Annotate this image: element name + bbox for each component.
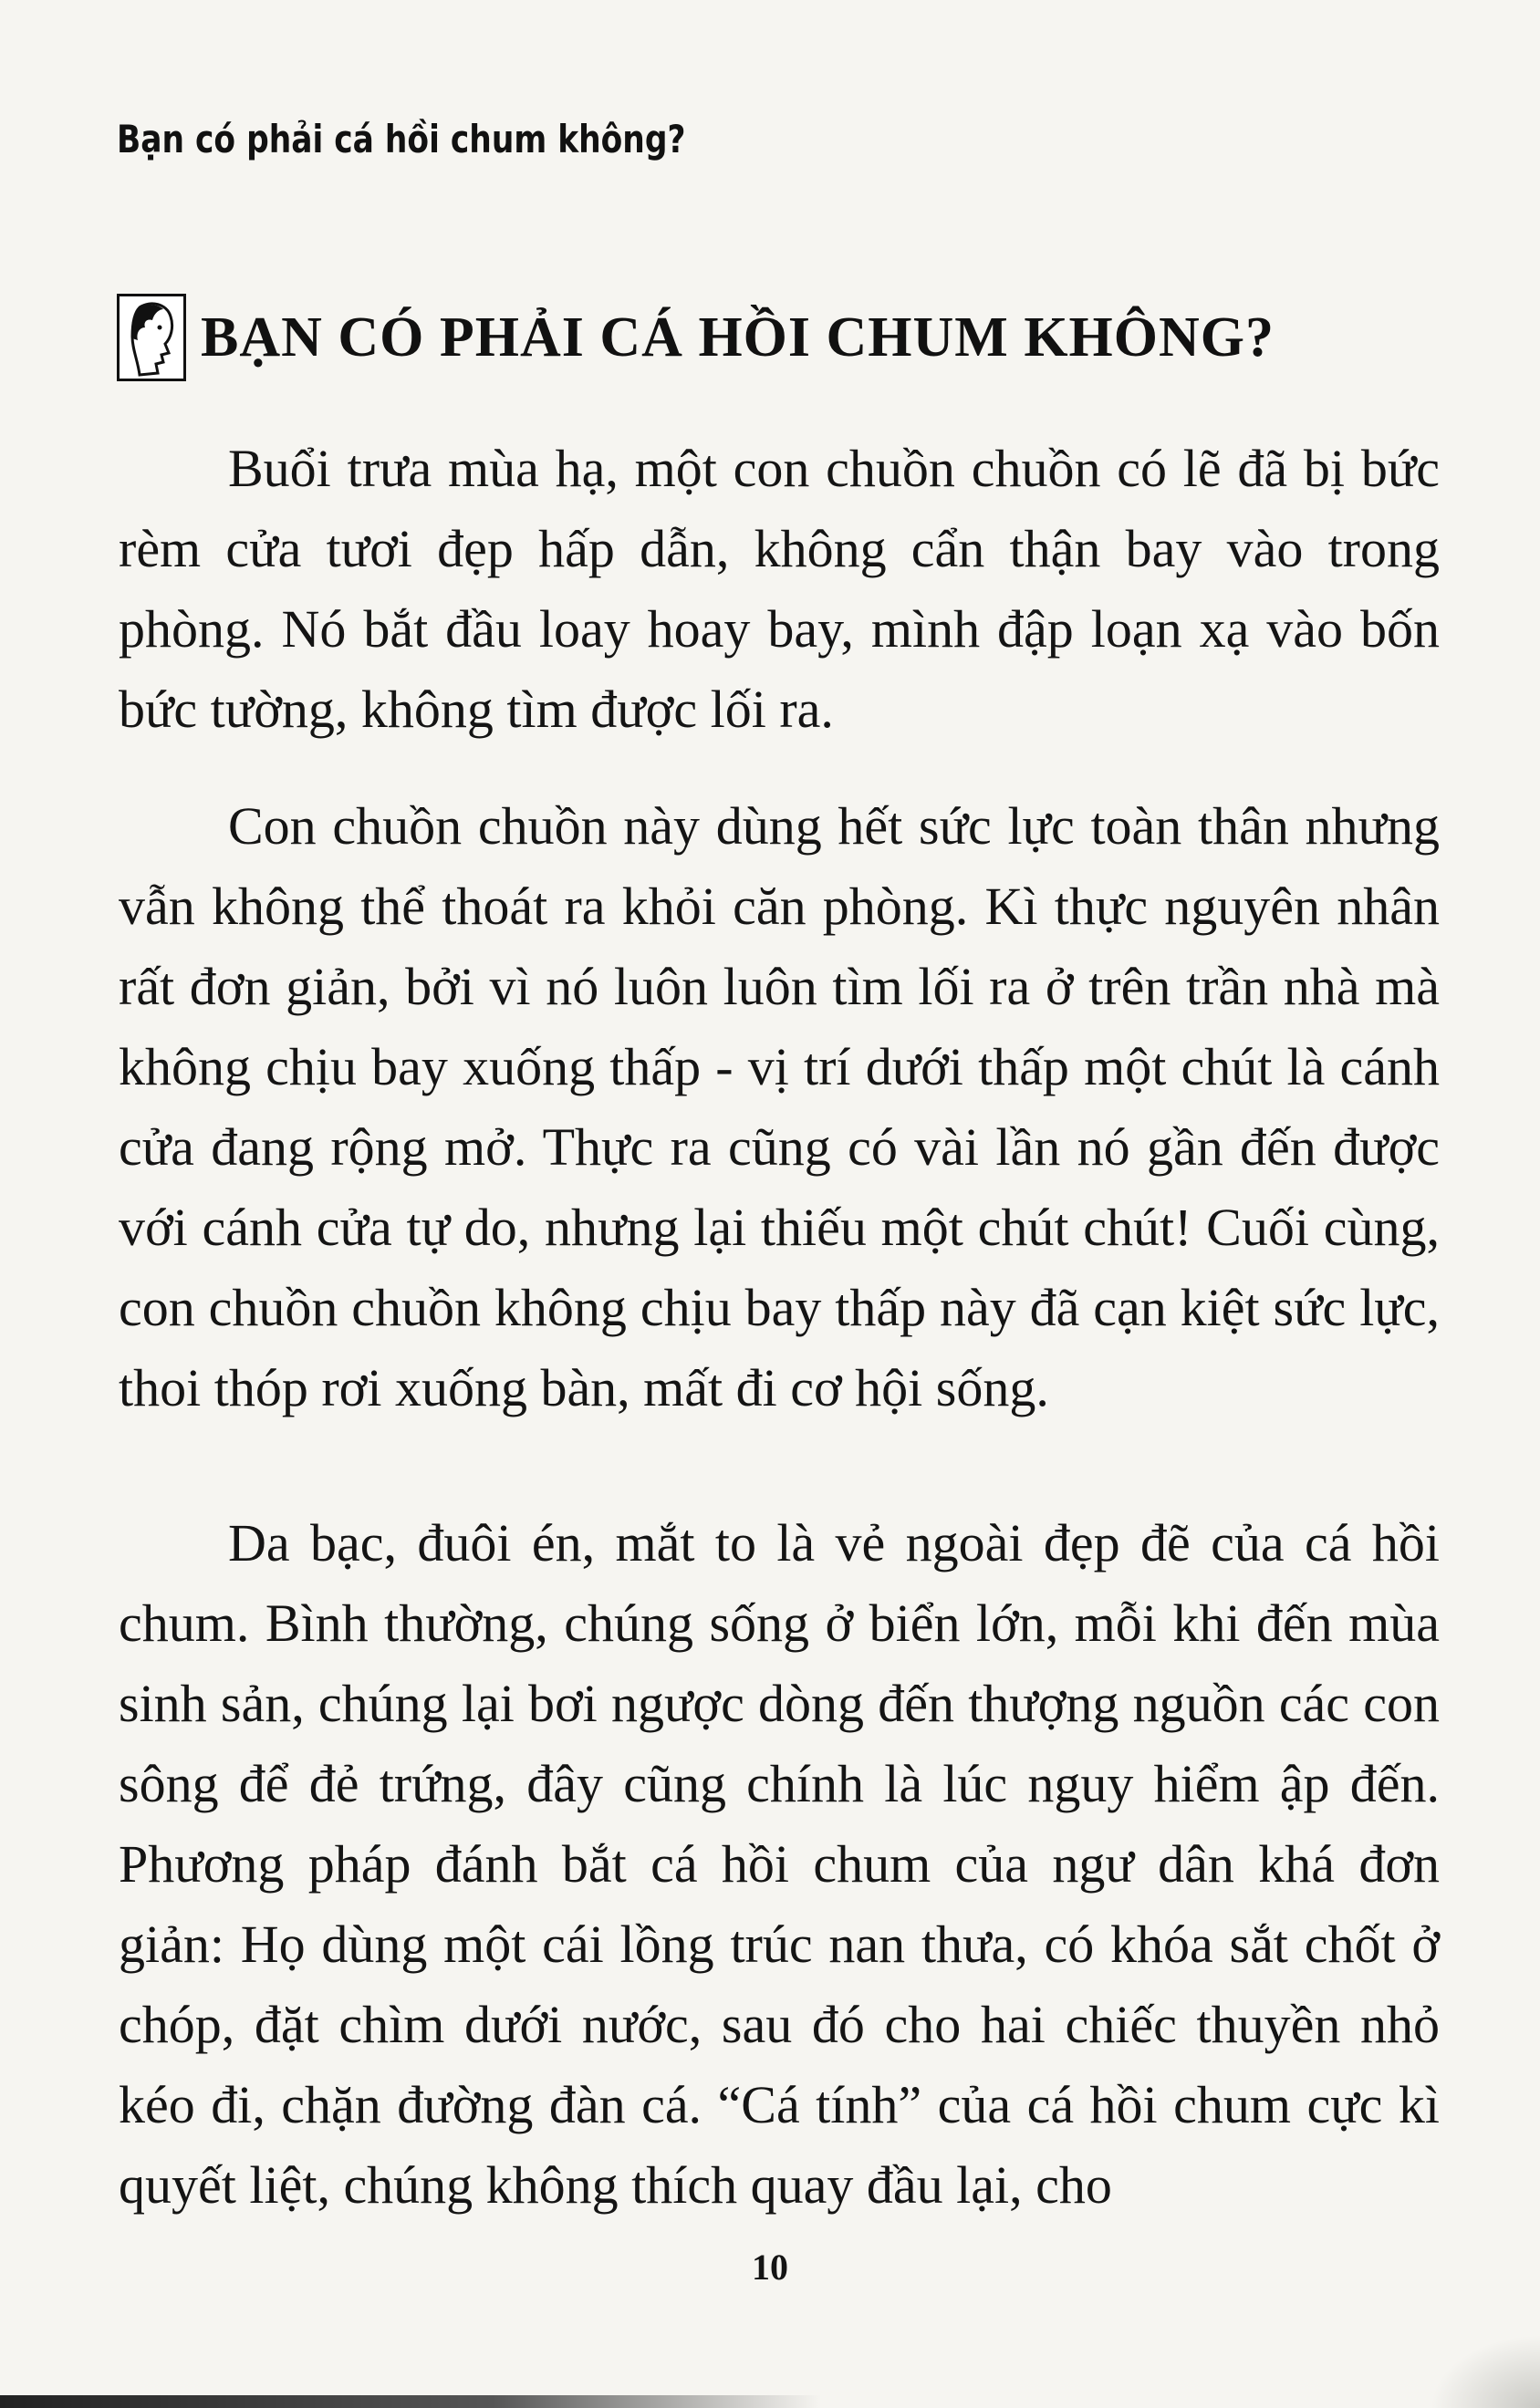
- paragraph-2: Con chuồn chuồn này dùng hết sức lực toàn thân nhưng vẫn không thể thoát ra khỏi căn phòng. Kì thực nguyên nhân rất đơn giản, bởi vì nó luôn luôn tìm lối ra ở trên trần nhà mà không chịu bay xuống thấp - vị trí dưới thấp một chút là cánh cửa đang rộng mở. Thực ra cũng có vài lần nó gần đến được với cánh cửa tự do, nhưng lại thiếu một chút chút! Cuối cùng, con chuồn chuồn không chịu bay thấp này đã cạn kiệt sức lực, thoi thóp rơi xuống bàn, mất đi cơ hội sống.: [119, 796, 1440, 1417]
- paragraph-3: Da bạc, đuôi én, mắt to là vẻ ngoài đẹp đẽ của cá hồi chum. Bình thường, chúng sống ở biển lớn, mỗi khi đến mùa sinh sản, chúng lại bơi ngược dòng đến thượng nguồn các con sông để đẻ trứng, đây cũng chính là lúc nguy hiểm ập đến. Phương pháp đánh bắt cá hồi chum của ngư dân khá đơn giản: Họ dùng một cái lồng trúc nan thưa, có khóa sắt chốt ở chóp, đặt chìm dưới nước, sau đó cho hai chiếc thuyền nhỏ kéo đi, chặn đường đàn cá. “Cá tính” của cá hồi chum cực kì quyết liệt, chúng không thích quay đầu lại, cho: [119, 1513, 1440, 2215]
- chapter-heading: [117, 294, 1275, 381]
- page-corner-shadow: [1431, 2335, 1540, 2408]
- silhouette-face-icon: [117, 294, 186, 381]
- page-number: 10: [752, 2247, 788, 2288]
- page-edge-shadow: [0, 2395, 821, 2408]
- running-header: Bạn có phải cá hồi chum không?: [117, 117, 686, 161]
- chapter-title: BẠN CÓ PHẢI CÁ HỒI CHUM KHÔNG?: [201, 306, 1275, 368]
- paragraph-1: Buổi trưa mùa hạ, một con chuồn chuồn có lẽ đã bị bức rèm cửa tươi đẹp hấp dẫn, không cẩn thận bay vào trong phòng. Nó bắt đầu loay hoay bay, mình đập loạn xạ vào bốn bức tường, không tìm được lối ra.: [119, 439, 1440, 739]
